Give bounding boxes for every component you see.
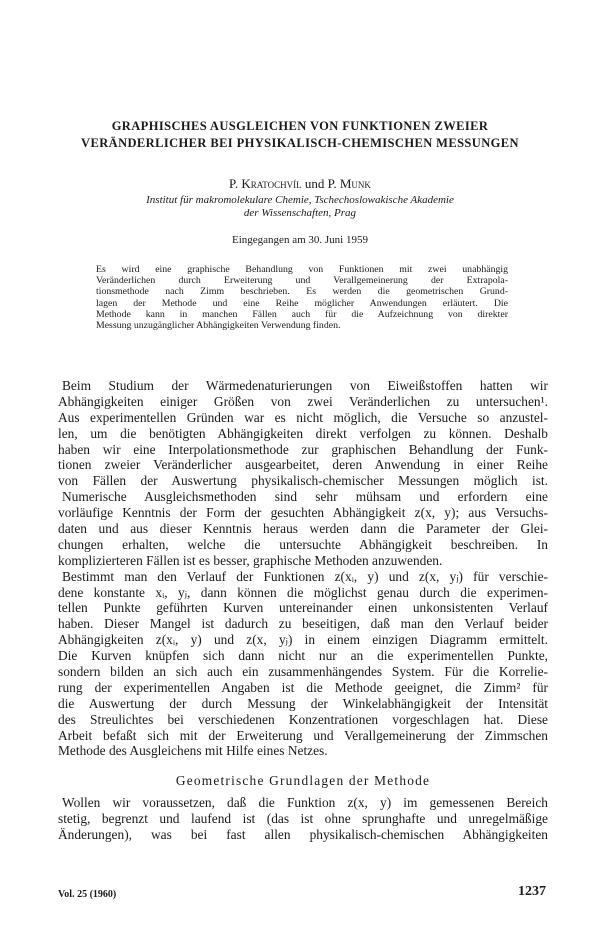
affiliation: Institut für makromolekulare Chemie, Tschechoslowakische Akademie der Wissenschaften, Prag <box>146 194 454 219</box>
article-title <box>60 118 540 152</box>
title-line-1: GRAPHISCHES AUSGLEICHEN VON FUNKTIONEN ZWEIER <box>111 119 489 133</box>
text-line: len, um die benötigten Abhängigkeiten direkt verfolgen zu können. Deshalb <box>58 425 548 441</box>
text-line: tellen Punkte geführten Kurven untereinander einen unkonsistenten Verlauf <box>58 600 548 616</box>
abstract <box>96 264 508 331</box>
page-number: 1237 <box>518 884 546 899</box>
text-line: dene konstante xᵢ, yⱼ, dann können die möglichst genau durch die experimen- <box>58 584 548 600</box>
text-line: daten und aus dieser Kenntnis heraus werden dann die Parameter der Glei- <box>58 521 548 537</box>
text-line: Änderungen), was bei fast allen physikalisch-chemischen Abhängigkeiten <box>58 827 548 843</box>
text-line: die Auswertung der durch Messung der Winkelabhängigkeit der Intensität <box>58 695 548 711</box>
section-heading: Geometrische Grundlagen der Methode <box>175 773 431 789</box>
text-line: Arbeit befaßt sich mit der Erweiterung und Verallgemeinerung der Zimmschen <box>58 727 548 743</box>
text-line: rung der experimentellen Angaben ist die Methode geeignet, die Zimm² für <box>58 679 548 695</box>
text-line: Methode des Ausgleichens mit Hilfe eines Netzes. <box>58 743 328 759</box>
text-line: tionen zweier Veränderlicher ausgearbeitet, deren Anwendung in einer Reihe <box>58 457 548 473</box>
paragraph-3 <box>58 569 548 760</box>
text-line: chungen erhalten, welche die untersuchte Abhängigkeit beschreiben. In <box>58 536 548 552</box>
author-2: Munk <box>339 176 371 191</box>
text-line: haben. Dieser Mangel ist dadurch zu beseitigen, daß man den Verlauf beider <box>58 616 548 632</box>
text-line: Abhängigkeiten einiger Größen von zwei Veränderlichen zu untersuchen¹. <box>58 393 548 409</box>
abstract-line: lagen der Methode und eine Reihe möglicher Anwendungen erläutert. Die <box>96 297 508 309</box>
text-line: Die Kurven knüpfen sich dann nicht nur an die experimentellen Punkte, <box>58 648 548 664</box>
author-1: Kratochvíl <box>241 176 302 191</box>
text-line: des Streulichtes bei verschiedenen Konzentrationen vorgeschlagen hat. Diese <box>58 711 548 727</box>
text-line: Beim Studium der Wärmedenaturierungen von Eiweißstoffen hatten wir <box>62 378 548 393</box>
text-line: komplizierteren Fällen ist es besser, graphische Methoden anzuwenden. <box>58 552 443 568</box>
text-line: stetig, begrenzt und laufend ist (das ist ohne sprunghafte und unregelmäßige <box>58 811 548 827</box>
volume-info: Vol. 25 (1960) <box>58 889 117 900</box>
paragraph-4 <box>58 795 548 843</box>
text-line: sondern bilden an sich auch ein zusammenhängendes System. Für die Korrelie- <box>58 664 548 680</box>
abstract-line: Messung unzugänglicher Abhängigkeiten Verwendung finden. <box>96 320 341 332</box>
received-date: Eingegangen am 30. Juni 1959 <box>232 234 368 246</box>
body-text <box>58 378 548 843</box>
text-line: Aus experimentellen Gründen war es nicht möglich, die Versuche so anzustel- <box>58 409 548 425</box>
abstract-line: tionsmethode nach Zimm beschrieben. Es werden die geometrischen Grund- <box>96 286 508 298</box>
abstract-line: Es wird eine graphische Behandlung von Funktionen mit zwei unabhängig <box>96 264 508 275</box>
text-line: Bestimmt man den Verlauf der Funktionen z(xᵢ, y) und z(x, yⱼ) für verschie- <box>62 568 548 584</box>
author-line: P. Kratochvíl und P. Munk <box>229 176 371 191</box>
paragraph-1 <box>58 378 548 489</box>
abstract-line: Veränderlichen durch Erweiterung und Verallgemeinerung der Extrapola- <box>96 275 508 287</box>
text-line: Abhängigkeiten z(xᵢ, y) und z(x, yⱼ) in einem einzigen Diagramm ermittelt. <box>58 632 548 648</box>
text-line: Numerische Ausgleichsmethoden sind sehr mühsam und erfordern eine <box>62 489 548 505</box>
paragraph-2 <box>58 489 548 568</box>
text-line: haben wir eine Interpolationsmethode zur graphischen Behandlung der Funk- <box>58 441 548 457</box>
text-line: von Fällen der Auswertung physikalisch-chemischer Messungen möglich ist. <box>58 473 548 489</box>
text-line: vorläufige Kenntnis der Form der gesuchten Abhängigkeit z(x, y); aus Versuchs- <box>58 505 548 521</box>
text-line: Wollen wir voraussetzen, daß die Funktion z(x, y) im gemessenen Bereich <box>62 795 548 811</box>
title-line-2: VERÄNDERLICHER BEI PHYSIKALISCH-CHEMISCHEN MESSUNGEN <box>81 136 519 150</box>
abstract-line: Methode kann in manchen Fällen auch für die Aufzeichnung von direkter <box>96 308 508 320</box>
